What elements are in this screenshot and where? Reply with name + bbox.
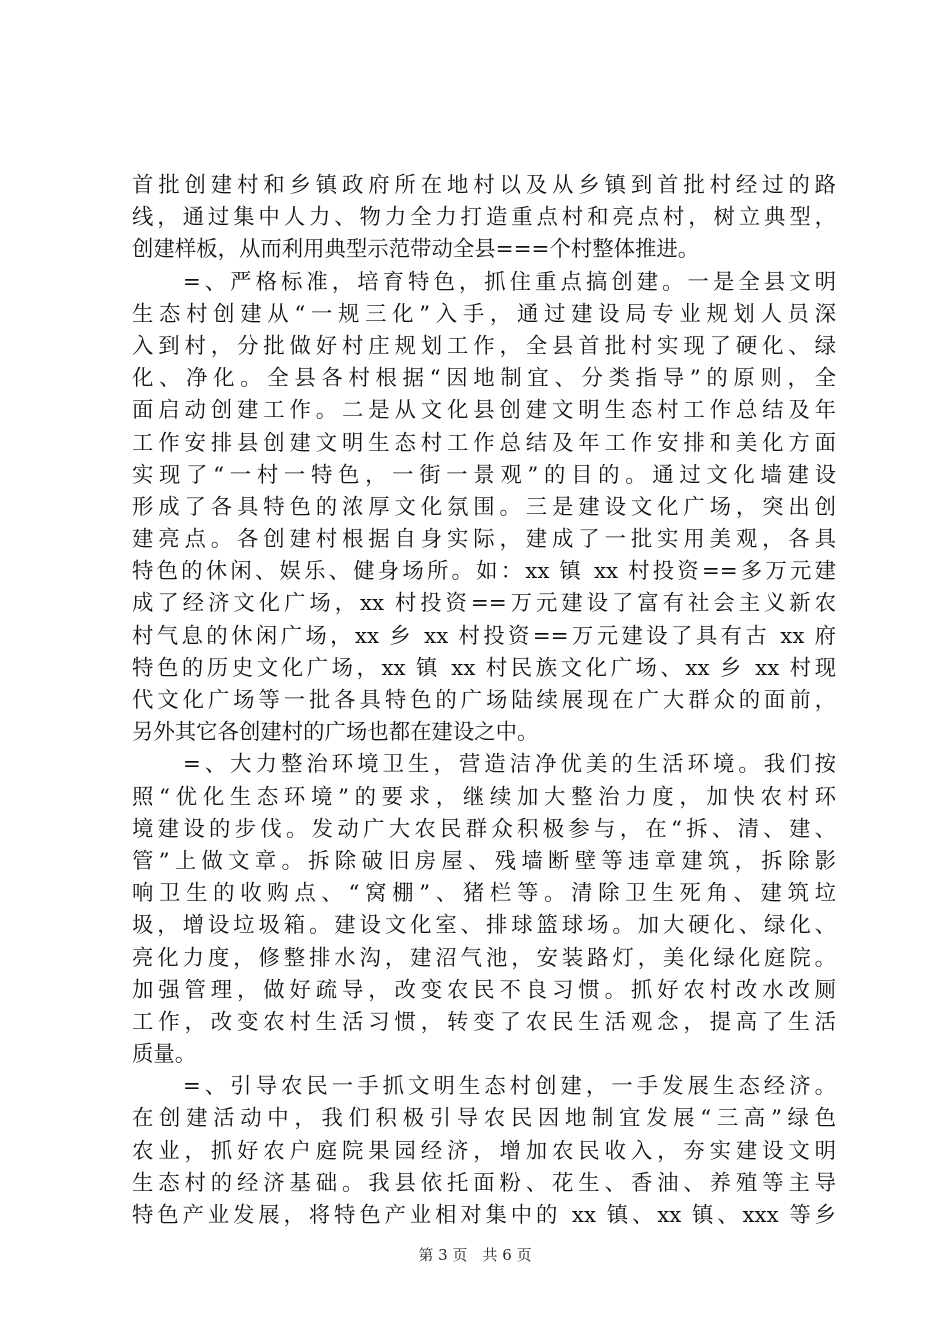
text-line: 面启动创建工作。二是从文化县创建文明生态村工作总结及年 — [132, 398, 836, 424]
text-line: 线，通过集中人力、物力全力打造重点村和亮点村，树立典型， — [132, 205, 836, 231]
text-line: 工作，改变农村生活习惯，转变了农民生活观念，提高了生活 — [132, 1009, 836, 1035]
text-line: 照“优化生态环境”的要求，继续加大整治力度，加快农村环 — [132, 784, 836, 810]
text-line: 形成了各具特色的浓厚文化氛围。三是建设文化广场，突出创 — [132, 494, 836, 520]
text-line: 农业，抓好农户庭院果园经济，增加农民收入，夯实建设文明 — [132, 1138, 836, 1164]
text-line: 加强管理，做好疏导，改变农民不良习惯。抓好农村改水改厕 — [132, 977, 836, 1003]
text-line: 另外其它各创建村的广场也都在建设之中。 — [132, 720, 539, 746]
text-line: 入到村，分批做好村庄规划工作，全县首批村实现了硬化、绿 — [132, 333, 836, 359]
text-line: =、引导农民一手抓文明生态村创建，一手发展生态经济。 — [132, 1074, 836, 1100]
text-line: =、严格标准，培育特色，抓住重点搞创建。一是全县文明 — [132, 269, 836, 295]
text-line: 首批创建村和乡镇政府所在地村以及从乡镇到首批村经过的路 — [132, 173, 836, 198]
text-line: 成了经济文化广场，xx 村投资==万元建设了富有社会主义新农 — [132, 591, 836, 617]
text-line: 生态村的经济基础。我县依托面粉、花生、香油、养殖等主导 — [132, 1170, 836, 1196]
text-line: =、大力整治环境卫生，营造洁净优美的生活环境。我们按 — [132, 752, 836, 778]
text-line: 特色的休闲、娱乐、健身场所。如：xx 镇 xx 村投资==多万元建 — [132, 559, 836, 585]
text-line: 工作安排县创建文明生态村工作总结及年工作安排和美化方面 — [132, 430, 836, 456]
text-line: 实现了“一村一特色，一街一景观”的目的。通过文化墙建设 — [132, 462, 836, 488]
text-line: 代文化广场等一批各具特色的广场陆续展现在广大群众的面前， — [132, 688, 836, 713]
text-line: 建亮点。各创建村根据自身实际，建成了一批实用美观，各具 — [132, 527, 836, 553]
text-line: 亮化力度，修整排水沟，建沼气池，安装路灯，美化绿化庭院。 — [132, 945, 836, 971]
text-line: 特色产业发展，将特色产业相对集中的 xx 镇、xx 镇、xxx 等乡 — [132, 1203, 836, 1228]
text-line: 质量。 — [132, 1042, 197, 1068]
text-line: 圾，增设垃圾箱。建设文化室、排球篮球场。加大硬化、绿化、 — [132, 913, 836, 939]
page-footer: 第 3 页 共 6 页 — [418, 1246, 532, 1264]
text-line: 村气息的休闲广场，xx 乡 xx 村投资==万元建设了具有古 xx 府 — [132, 623, 836, 649]
text-line: 特色的历史文化广场，xx 镇 xx 村民族文化广场、xx 乡 xx 村现 — [132, 655, 836, 681]
text-line: 管”上做文章。拆除破旧房屋、残墙断壁等违章建筑，拆除影 — [132, 848, 836, 874]
text-line: 化、净化。全县各村根据“因地制宜、分类指导”的原则，全 — [132, 366, 836, 392]
text-line: 境建设的步伐。发动广大农民群众积极参与，在“拆、清、建、 — [132, 816, 836, 842]
text-line: 在创建活动中，我们积极引导农民因地制宜发展“三高”绿色 — [132, 1106, 836, 1132]
text-line: 响卫生的收购点、“窝棚”、猪栏等。清除卫生死角、建筑垃 — [132, 881, 836, 907]
document-body — [132, 170, 836, 1232]
text-line: 创建样板，从而利用典型示范带动全县===个村整体推进。 — [132, 237, 700, 263]
text-line: 生态村创建从“一规三化”入手，通过建设局专业规划人员深 — [132, 301, 836, 327]
